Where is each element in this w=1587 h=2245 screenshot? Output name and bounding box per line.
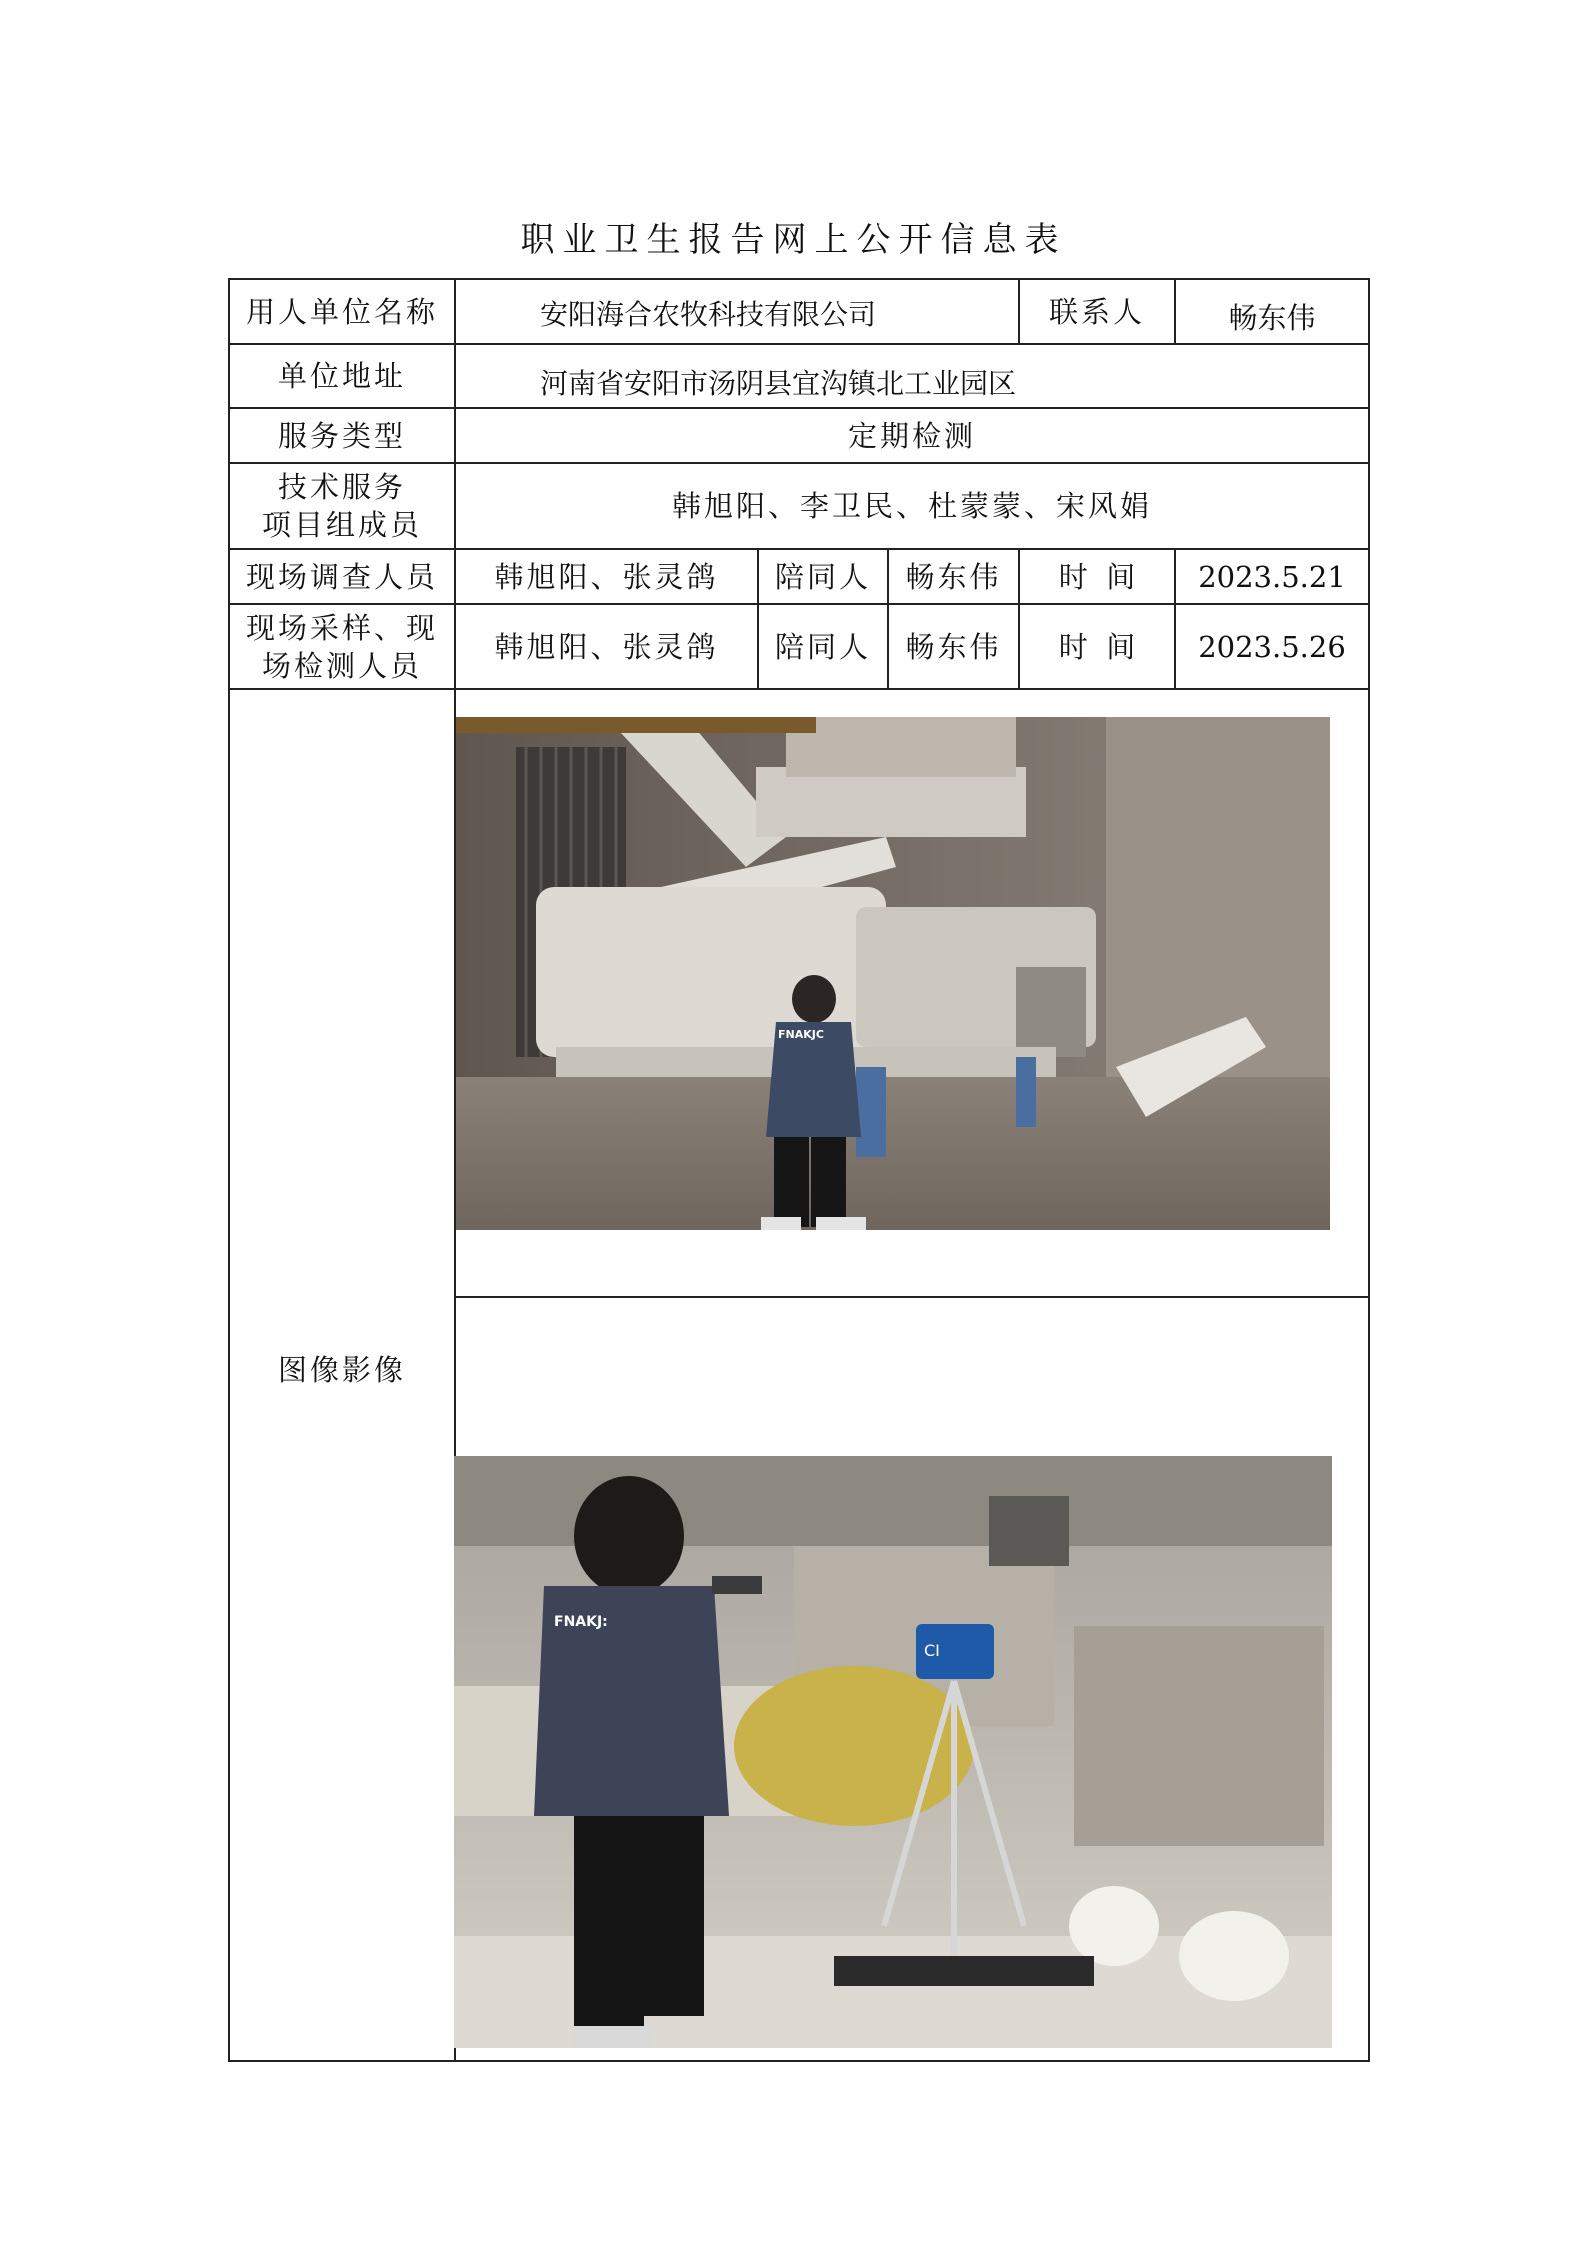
address-value: 河南省安阳市汤阴县宜沟镇北工业园区 bbox=[540, 367, 1017, 400]
survey-label: 现场调查人员 bbox=[245, 559, 438, 594]
meter-label: CI bbox=[924, 1641, 940, 1660]
vest-print-1: FNAKJC bbox=[778, 1028, 824, 1041]
address-label: 单位地址 bbox=[277, 359, 406, 393]
sampling-staff: 韩旭阳、张灵鸽 bbox=[494, 629, 719, 664]
employer-label: 用人单位名称 bbox=[245, 294, 438, 329]
team-label bbox=[230, 464, 454, 548]
survey-escort-label: 陪同人 bbox=[774, 559, 871, 594]
images-label: 图像影像 bbox=[277, 1353, 406, 1387]
sampling-label-line1: 现场采样、现 bbox=[245, 610, 438, 645]
sampling-escort-label: 陪同人 bbox=[774, 629, 871, 664]
contact-value: 畅东伟 bbox=[1228, 300, 1316, 335]
sampling-label-line2: 场检测人员 bbox=[261, 648, 422, 683]
site-photo-sampling bbox=[454, 1456, 1332, 2048]
page-title: 职业卫生报告网上公开信息表 bbox=[520, 220, 1067, 260]
survey-time: 2023.5.21 bbox=[1198, 559, 1346, 594]
survey-escort: 畅东伟 bbox=[905, 559, 1002, 594]
service-type-value: 定期检测 bbox=[847, 418, 976, 453]
site-photo-survey bbox=[456, 717, 1330, 1230]
sampling-escort: 畅东伟 bbox=[905, 629, 1002, 664]
team-label-line2: 项目组成员 bbox=[261, 508, 422, 542]
service-type-label: 服务类型 bbox=[277, 418, 406, 453]
sampling-time: 2023.5.26 bbox=[1198, 629, 1346, 664]
contact-label: 联系人 bbox=[1048, 294, 1145, 329]
team-label-line1: 技术服务 bbox=[277, 470, 406, 504]
vest-print-2: FNAKJ: bbox=[554, 1614, 608, 1630]
sampling-time-label: 时 间 bbox=[1058, 629, 1136, 664]
employer-value: 安阳海合农牧科技有限公司 bbox=[540, 297, 877, 331]
team-value: 韩旭阳、李卫民、杜蒙蒙、宋风娟 bbox=[671, 489, 1152, 523]
survey-time-label: 时 间 bbox=[1058, 559, 1136, 594]
survey-staff: 韩旭阳、张灵鸽 bbox=[494, 559, 719, 594]
sampling-label bbox=[230, 605, 454, 688]
